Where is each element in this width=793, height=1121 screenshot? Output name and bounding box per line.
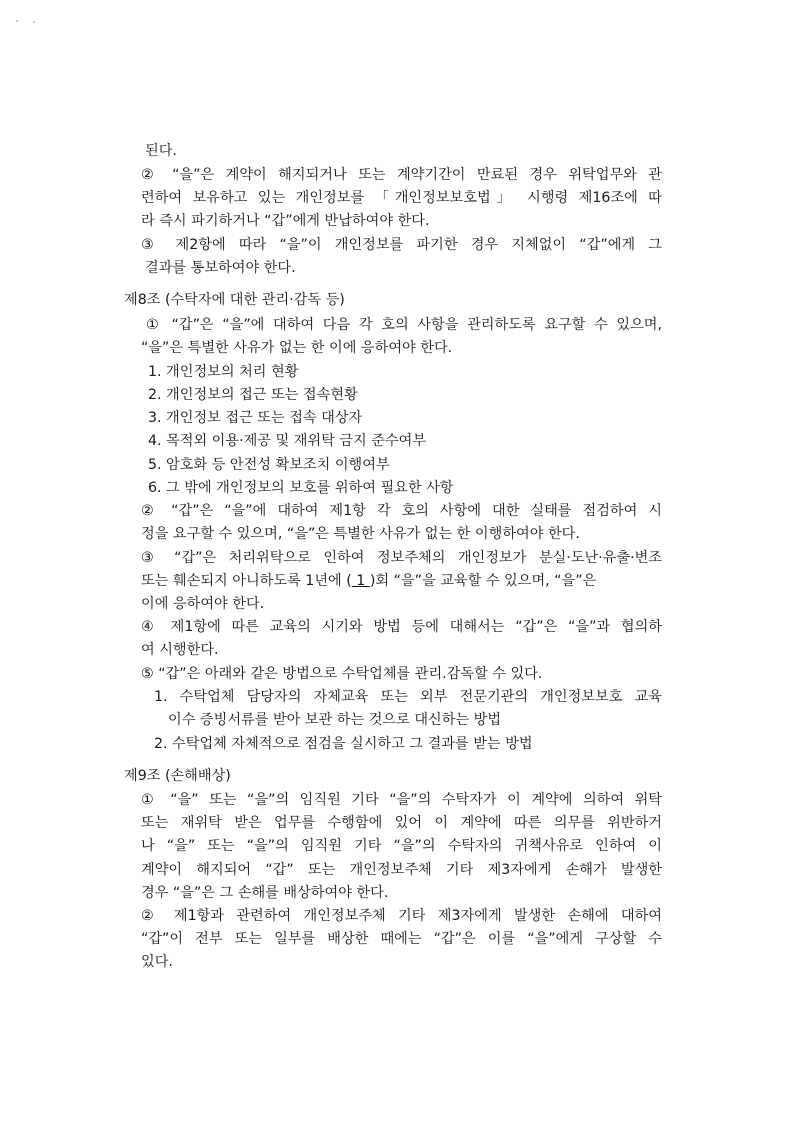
list-item: 6. 그 밖에 개인정보의 보호를 위하여 필요한 사항 [148,480,454,496]
paragraph-line: ② 제1항과 관련하여 개인정보주체 기타 제3자에게 발생한 손해에 대하여 [141,908,662,924]
line-segment: 또는 훼손되지 아니하도록 1년에 ( [141,573,352,589]
paragraph-line: 라 즉시 파기하거나 “갑”에게 반납하여야 한다. [141,213,430,229]
sub-list-item: 2. 수탁업체 자체적으로 점검을 실시하고 그 결과를 받는 방법 [154,736,533,752]
list-item: 3. 개인정보 접근 또는 접속 대상자 [148,410,363,426]
paragraph-line: “갑”이 전부 또는 일부를 배상한 때에는 “갑”은 이를 “을”에게 구상할 수 [141,931,662,947]
paragraph-line: ⑤ “갑”은 아래와 같은 방법으로 수탁업체를 관리.감독할 수 있다. [141,666,543,682]
paragraph-line: 결과를 통보하여야 한다. [145,260,296,276]
paragraph-line: 나 “을” 또는 “을”의 임직원 기타 “을”의 수탁자의 귀책사유로 인하여 이 [141,838,662,854]
paragraph-line: 있다. [141,954,173,970]
paragraph-line: ③ “갑”은 처리위탁으로 인하여 정보주체의 개인정보가 분실·도난·유출·변조 [141,550,662,566]
sub-list-item-cont: 이수 증빙서류를 받아 보관 하는 것으로 대신하는 방법 [168,712,502,728]
paragraph-line: ③ 제2항에 따라 “을”이 개인정보를 파기한 경우 지체없이 “갑”에게 그 [141,237,662,253]
paragraph-line: 정을 요구할 수 있으며, “을”은 특별한 사유가 없는 한 이행하여야 한다. [141,526,580,542]
paragraph-line: ① “을” 또는 “을”의 임직원 기타 “을”의 수탁자가 이 계약에 의하여 위탁 [141,792,662,808]
list-item: 2. 개인정보의 접근 또는 접속현황 [148,387,358,403]
paragraph-line: “을”은 특별한 사유가 없는 한 이에 응하여야 한다. [141,340,453,356]
list-item: 5. 암호화 등 안전성 확보조치 이행여부 [148,457,390,473]
paragraph-line: 이에 응하여야 한다. [141,596,265,612]
line-segment: )회 “을”을 교육할 수 있으며, “을”은 [369,573,597,589]
scan-speck [16,20,18,22]
list-item: 4. 목적외 이용·제공 및 재위탁 금지 준수여부 [148,433,427,449]
paragraph-line: ② “갑”은 “을”에 대하여 제1항 각 호의 사항에 대한 실태를 점검하여 시 [141,503,662,519]
paragraph-line: ④ 제1항에 따른 교육의 시기와 방법 등에 대해서는 “갑”은 “을”과 협의하 [141,619,662,635]
paragraph-line: 여 시행한다. [141,642,219,658]
paragraph-line: ② “을”은 계약이 해지되거나 또는 계약기간이 만료된 경우 위탁업무와 관 [141,167,662,183]
paragraph-line: 계약이 해지되어 “갑” 또는 개인정보주체 기타 제3자에게 손해가 발생한 [141,862,662,878]
sub-list-item: 1. 수탁업체 담당자의 자체교육 또는 외부 전문기관의 개인정보보호 교육 [154,689,662,705]
paragraph-line: 된다. [145,143,177,159]
paragraph-line: 련하여 보유하고 있는 개인정보를 「개인정보보호법」 시행령 제16조에 따 [141,190,662,206]
paragraph-line: 경우 “을”은 그 손해를 배상하여야 한다. [141,885,389,901]
article-8-title: 제8조 (수탁자에 대한 관리·감독 등) [124,292,345,308]
paragraph-line [141,571,596,591]
article-9-title: 제9조 (손해배상) [124,768,231,784]
training-count-value: 1 [351,573,370,589]
scan-speck [33,21,35,23]
paragraph-line: ① “갑”은 “을”에 대하여 다음 각 호의 사항을 관리하도록 요구할 수 있으며, [146,317,662,333]
paragraph-line: 또는 재위탁 받은 업무를 수행함에 있어 이 계약에 따른 의무를 위반하거 [141,815,662,831]
list-item: 1. 개인정보의 처리 현황 [148,364,299,380]
